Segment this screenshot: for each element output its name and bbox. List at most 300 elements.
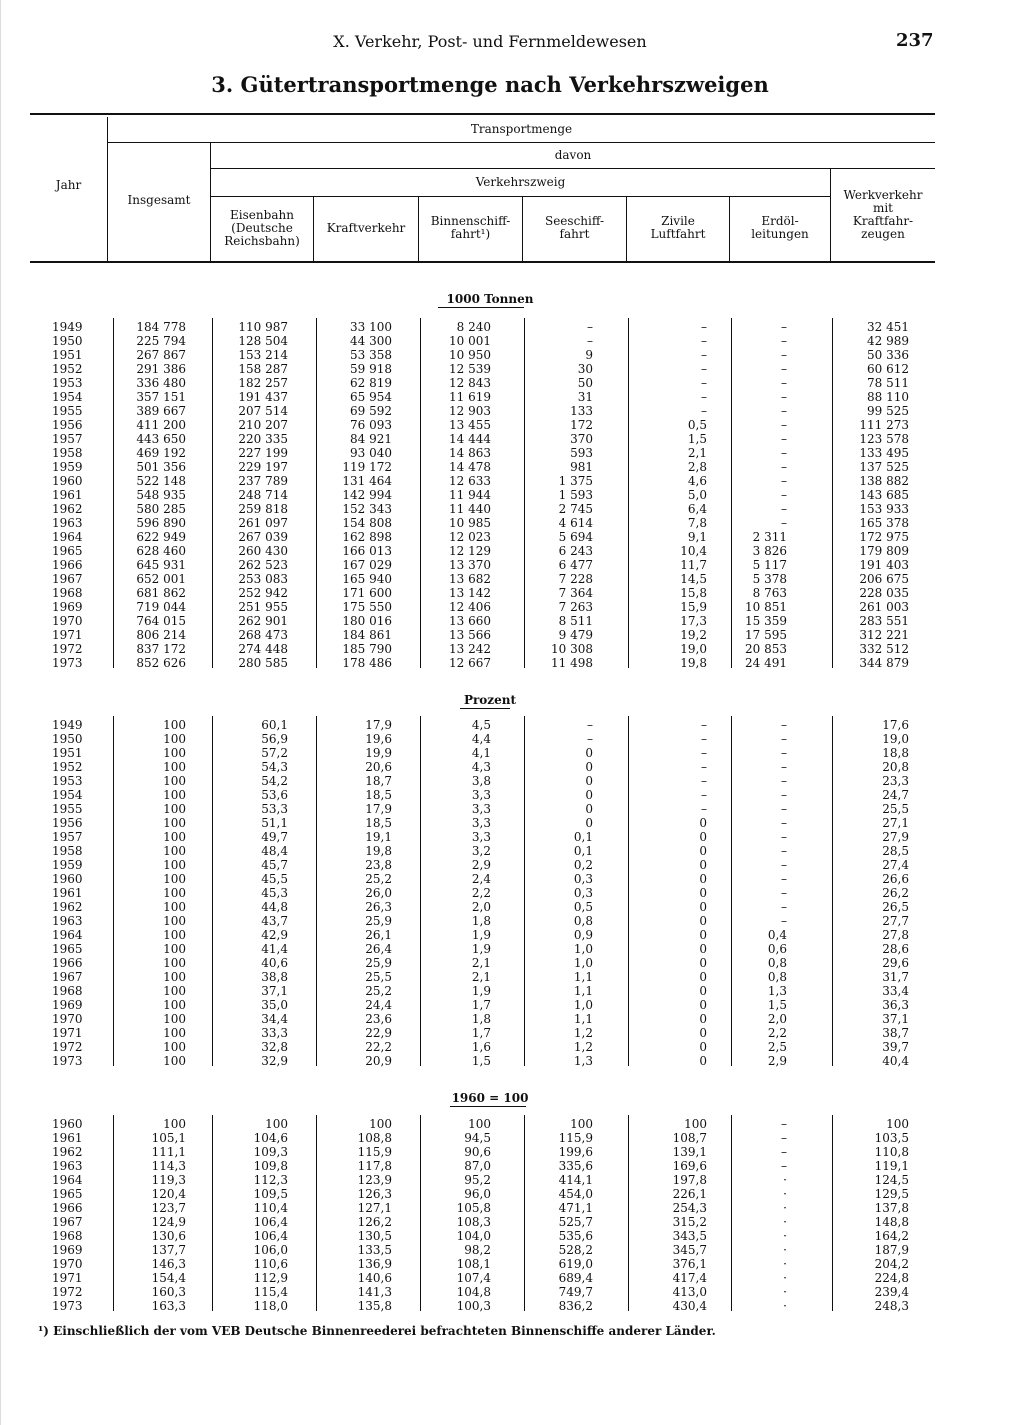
cell-kraftverkehr: 184 861 [342,628,392,642]
cell-kraftverkehr: 24,4 [365,998,392,1012]
cell-erdoelleitungen: 1,5 [767,998,787,1012]
table-row [0,404,1000,418]
cell-kraftverkehr: 22,9 [365,1026,392,1040]
cell-insgesamt: 100 [163,1040,186,1054]
cell-binnenschiffahrt: 100 [468,1117,491,1131]
cell-kraftverkehr: 18,7 [365,774,392,788]
cell-insgesamt: 764 015 [136,614,186,628]
cell-binnenschiffahrt: 105,8 [456,1201,491,1215]
table-row [0,1271,1000,1285]
cell-luftfahrt: – [701,320,707,334]
cell-luftfahrt: 4,6 [687,474,707,488]
cell-luftfahrt: 0 [699,984,707,998]
cell-erdoelleitungen: 2 311 [752,530,787,544]
cell-werkverkehr: 27,9 [882,830,909,844]
cell-erdoelleitungen: – [781,502,787,516]
cell-werkverkehr: 27,4 [882,858,909,872]
cell-eisenbahn: 45,3 [261,886,288,900]
table-row [0,956,1000,970]
cell-year: 1958 [52,446,83,460]
cell-binnenschiffahrt: 1,7 [471,1026,491,1040]
cell-insgesamt: 100 [163,760,186,774]
cell-year: 1960 [52,872,83,886]
cell-insgesamt: 548 935 [136,488,186,502]
cell-insgesamt: 105,1 [151,1131,186,1145]
cell-kraftverkehr: 17,9 [365,802,392,816]
cell-luftfahrt: 413,0 [672,1285,707,1299]
cell-kraftverkehr: 141,3 [357,1285,392,1299]
cell-eisenbahn: 32,9 [261,1054,288,1068]
cell-eisenbahn: 56,9 [261,732,288,746]
cell-werkverkehr: 123 578 [859,432,909,446]
cell-binnenschiffahrt: 1,8 [471,914,491,928]
cell-kraftverkehr: 26,1 [365,928,392,942]
table-row [0,446,1000,460]
cell-werkverkehr: 228 035 [859,586,909,600]
cell-luftfahrt: 430,4 [672,1299,707,1313]
table-row [0,544,1000,558]
cell-binnenschiffahrt: 104,8 [456,1285,491,1299]
cell-insgesamt: 100 [163,774,186,788]
cell-eisenbahn: 104,6 [253,1131,288,1145]
cell-binnenschiffahrt: 1,6 [471,1040,491,1054]
table-row [0,1243,1000,1257]
cell-year: 1965 [52,544,83,558]
cell-year: 1956 [52,816,83,830]
cell-werkverkehr: 344 879 [859,656,909,670]
cell-erdoelleitungen: – [781,732,787,746]
cell-erdoelleitungen: 0,8 [767,956,787,970]
table-row [0,984,1000,998]
cell-werkverkehr: 20,8 [882,760,909,774]
cell-erdoelleitungen: – [781,858,787,872]
cell-luftfahrt: 169,6 [672,1159,707,1173]
cell-werkverkehr: 60 612 [867,362,909,376]
cell-year: 1964 [52,530,83,544]
cell-binnenschiffahrt: 1,9 [471,984,491,998]
cell-kraftverkehr: 18,5 [365,788,392,802]
cell-eisenbahn: 191 437 [238,390,288,404]
cell-insgesamt: 100 [163,732,186,746]
cell-luftfahrt: 343,5 [672,1229,707,1243]
cell-binnenschiffahrt: 1,8 [471,1012,491,1026]
section-underline-tonnen [438,307,524,308]
cell-kraftverkehr: 185 790 [342,642,392,656]
cell-erdoelleitungen: – [781,1131,787,1145]
cell-erdoelleitungen: · [783,1285,787,1299]
cell-seeschiffahrt: 133 [570,404,593,418]
cell-seeschiffahrt: 0 [585,788,593,802]
cell-insgesamt: 100 [163,998,186,1012]
cell-kraftverkehr: 171 600 [342,586,392,600]
table-row [0,474,1000,488]
cell-seeschiffahrt: 0,5 [573,900,593,914]
cell-luftfahrt: – [701,718,707,732]
table-row [0,1054,1000,1068]
cell-werkverkehr: 26,2 [882,886,909,900]
cell-seeschiffahrt: 5 694 [558,530,593,544]
cell-seeschiffahrt: 30 [577,362,593,376]
cell-year: 1961 [52,886,83,900]
cell-seeschiffahrt: 414,1 [558,1173,593,1187]
table-row [0,1257,1000,1271]
cell-seeschiffahrt: 1 375 [558,474,593,488]
cell-kraftverkehr: 19,8 [365,844,392,858]
table-row [0,1201,1000,1215]
cell-luftfahrt: 0 [699,942,707,956]
table-row [0,614,1000,628]
cell-year: 1950 [52,732,83,746]
cell-kraftverkehr: 133,5 [357,1243,392,1257]
cell-luftfahrt: – [701,732,707,746]
col-header-seeschiffahrt: Seeschiff- fahrt [544,214,605,241]
cell-insgesamt: 443 650 [136,432,186,446]
cell-erdoelleitungen: 2,0 [767,1012,787,1026]
cell-kraftverkehr: 117,8 [357,1159,392,1173]
cell-binnenschiffahrt: 13 455 [449,418,491,432]
cell-eisenbahn: 252 942 [238,586,288,600]
cell-luftfahrt: 345,7 [672,1243,707,1257]
cell-eisenbahn: 109,3 [253,1145,288,1159]
cell-insgesamt: 100 [163,718,186,732]
cell-insgesamt: 119,3 [151,1173,186,1187]
cell-seeschiffahrt: 4 614 [558,516,593,530]
cell-luftfahrt: – [701,376,707,390]
cell-kraftverkehr: 180 016 [342,614,392,628]
cell-binnenschiffahrt: 12 667 [449,656,491,670]
cell-kraftverkehr: 25,9 [365,956,392,970]
cell-seeschiffahrt: 0,3 [573,872,593,886]
cell-seeschiffahrt: – [587,320,593,334]
cell-year: 1951 [52,746,83,760]
cell-binnenschiffahrt: 10 985 [449,516,491,530]
footnote: ¹) Einschließlich der vom VEB Deutsche Binnenreederei befrachteten Binnenschiffe anderer Länder. [38,1324,716,1338]
cell-erdoelleitungen: 24 491 [745,656,787,670]
cell-kraftverkehr: 17,9 [365,718,392,732]
cell-year: 1971 [52,1026,83,1040]
cell-erdoelleitungen: 10 851 [745,600,787,614]
cell-seeschiffahrt: – [587,334,593,348]
cell-eisenbahn: 43,7 [261,914,288,928]
cell-werkverkehr: 18,8 [882,746,909,760]
cell-luftfahrt: 0 [699,886,707,900]
table-row [0,732,1000,746]
cell-seeschiffahrt: 7 228 [558,572,593,586]
cell-kraftverkehr: 18,5 [365,816,392,830]
cell-year: 1972 [52,642,83,656]
cell-binnenschiffahrt: 14 478 [449,460,491,474]
cell-erdoelleitungen: – [781,390,787,404]
col-header-jahr: Jahr [55,177,82,192]
table-row [0,656,1000,670]
table-row [0,1159,1000,1173]
cell-binnenschiffahrt: 10 950 [449,348,491,362]
cell-werkverkehr: 129,5 [874,1187,909,1201]
cell-binnenschiffahrt: 13 566 [449,628,491,642]
table-row [0,488,1000,502]
cell-year: 1973 [52,1299,83,1313]
cell-insgesamt: 501 356 [136,460,186,474]
cell-binnenschiffahrt: 13 660 [449,614,491,628]
cell-eisenbahn: 128 504 [238,334,288,348]
table-row [0,642,1000,656]
cell-seeschiffahrt: 0,3 [573,886,593,900]
cell-seeschiffahrt: 0,1 [573,844,593,858]
cell-insgesamt: 100 [163,858,186,872]
cell-werkverkehr: 172 975 [859,530,909,544]
section-underline-prozent [460,708,510,709]
cell-insgesamt: 184 778 [136,320,186,334]
cell-year: 1969 [52,998,83,1012]
cell-luftfahrt: 17,3 [680,614,707,628]
cell-kraftverkehr: 22,2 [365,1040,392,1054]
cell-binnenschiffahrt: 13 142 [449,586,491,600]
table-row [0,376,1000,390]
cell-luftfahrt: 19,0 [680,642,707,656]
cell-year: 1953 [52,376,83,390]
cell-insgesamt: 100 [163,928,186,942]
cell-eisenbahn: 110,6 [253,1257,288,1271]
col-header-luftfahrt: Zivile Luftfahrt [650,214,706,241]
cell-seeschiffahrt: 115,9 [558,1131,593,1145]
cell-seeschiffahrt: 0,2 [573,858,593,872]
table-row [0,1117,1000,1131]
table-row [0,1187,1000,1201]
cell-eisenbahn: 115,4 [253,1285,288,1299]
cell-luftfahrt: – [701,774,707,788]
cell-eisenbahn: 248 714 [238,488,288,502]
cell-werkverkehr: 137,8 [874,1201,909,1215]
cell-seeschiffahrt: 619,0 [558,1257,593,1271]
col-header-kraftverkehr: Kraftverkehr [326,220,406,235]
cell-werkverkehr: 103,5 [874,1131,909,1145]
cell-werkverkehr: 110,8 [874,1145,909,1159]
col-header-werkverkehr: Werkverkehr mit Kraftfahr- zeugen [843,188,923,241]
table-row [0,502,1000,516]
cell-seeschiffahrt: 981 [570,460,593,474]
cell-insgesamt: 100 [163,830,186,844]
cell-kraftverkehr: 25,2 [365,984,392,998]
cell-seeschiffahrt: 1,0 [573,998,593,1012]
cell-erdoelleitungen: – [781,362,787,376]
cell-werkverkehr: 38,7 [882,1026,909,1040]
cell-luftfahrt: 376,1 [672,1257,707,1271]
cell-binnenschiffahrt: 11 619 [449,390,491,404]
cell-eisenbahn: 60,1 [261,718,288,732]
cell-seeschiffahrt: 0 [585,802,593,816]
cell-erdoelleitungen: – [781,1117,787,1131]
cell-luftfahrt: 0 [699,1026,707,1040]
cell-binnenschiffahrt: 3,2 [471,844,491,858]
cell-kraftverkehr: 26,4 [365,942,392,956]
table-row [0,886,1000,900]
table-row [0,746,1000,760]
cell-year: 1954 [52,788,83,802]
cell-erdoelleitungen: 17 595 [745,628,787,642]
cell-seeschiffahrt: 0,1 [573,830,593,844]
cell-werkverkehr: 23,3 [882,774,909,788]
table-row [0,586,1000,600]
cell-year: 1952 [52,760,83,774]
cell-werkverkehr: 143 685 [859,488,909,502]
cell-eisenbahn: 37,1 [261,984,288,998]
table-row [0,830,1000,844]
cell-werkverkehr: 206 675 [859,572,909,586]
cell-binnenschiffahrt: 1,5 [471,1054,491,1068]
cell-erdoelleitungen: – [781,900,787,914]
cell-kraftverkehr: 20,9 [365,1054,392,1068]
cell-year: 1968 [52,1229,83,1243]
cell-eisenbahn: 110 987 [238,320,288,334]
cell-binnenschiffahrt: 107,4 [456,1271,491,1285]
table-row [0,628,1000,642]
cell-binnenschiffahrt: 12 539 [449,362,491,376]
cell-eisenbahn: 48,4 [261,844,288,858]
cell-luftfahrt: 0 [699,1012,707,1026]
cell-seeschiffahrt: 1 593 [558,488,593,502]
cell-luftfahrt: 15,8 [680,586,707,600]
cell-erdoelleitungen: – [781,418,787,432]
cell-year: 1950 [52,334,83,348]
cell-werkverkehr: 28,5 [882,844,909,858]
cell-luftfahrt: 19,2 [680,628,707,642]
page-number: 237 [896,30,934,51]
cell-binnenschiffahrt: 4,5 [471,718,491,732]
cell-luftfahrt: 0 [699,844,707,858]
cell-seeschiffahrt: 2 745 [558,502,593,516]
cell-year: 1949 [52,320,83,334]
cell-werkverkehr: 148,8 [874,1215,909,1229]
cell-werkverkehr: 100 [886,1117,909,1131]
cell-kraftverkehr: 44 300 [350,334,392,348]
cell-eisenbahn: 253 083 [238,572,288,586]
cell-seeschiffahrt: 525,7 [558,1215,593,1229]
cell-kraftverkehr: 115,9 [357,1145,392,1159]
cell-erdoelleitungen: 5 117 [752,558,787,572]
cell-werkverkehr: 17,6 [882,718,909,732]
cell-year: 1967 [52,572,83,586]
cell-kraftverkehr: 126,2 [357,1215,392,1229]
table-row [0,816,1000,830]
cell-luftfahrt: 5,0 [687,488,707,502]
cell-year: 1952 [52,362,83,376]
table-row [0,460,1000,474]
cell-werkverkehr: 133 495 [859,446,909,460]
cell-werkverkehr: 32 451 [867,320,909,334]
cell-erdoelleitungen: 0,8 [767,970,787,984]
cell-seeschiffahrt: 370 [570,432,593,446]
cell-eisenbahn: 227 199 [238,446,288,460]
cell-werkverkehr: 165 378 [859,516,909,530]
cell-eisenbahn: 267 039 [238,530,288,544]
cell-binnenschiffahrt: 108,1 [456,1257,491,1271]
cell-erdoelleitungen: – [781,830,787,844]
cell-insgesamt: 681 862 [136,586,186,600]
cell-year: 1956 [52,418,83,432]
cell-insgesamt: 100 [163,1117,186,1131]
cell-kraftverkehr: 93 040 [350,446,392,460]
cell-werkverkehr: 99 525 [867,404,909,418]
cell-kraftverkehr: 19,6 [365,732,392,746]
cell-insgesamt: 100 [163,844,186,858]
cell-werkverkehr: 204,2 [874,1257,909,1271]
cell-insgesamt: 100 [163,886,186,900]
cell-erdoelleitungen: – [781,1145,787,1159]
cell-year: 1957 [52,830,83,844]
cell-seeschiffahrt: 471,1 [558,1201,593,1215]
cell-insgesamt: 622 949 [136,530,186,544]
cell-luftfahrt: – [701,348,707,362]
cell-eisenbahn: 259 818 [238,502,288,516]
cell-insgesamt: 389 667 [136,404,186,418]
cell-luftfahrt: – [701,334,707,348]
table-row [0,320,1000,334]
cell-insgesamt: 120,4 [151,1187,186,1201]
cell-seeschiffahrt: 7 364 [558,586,593,600]
cell-erdoelleitungen: – [781,516,787,530]
cell-luftfahrt: 0,5 [687,418,707,432]
cell-luftfahrt: 19,8 [680,656,707,670]
cell-binnenschiffahrt: 98,2 [464,1243,491,1257]
table-row [0,516,1000,530]
cell-seeschiffahrt: 836,2 [558,1299,593,1313]
cell-year: 1969 [52,1243,83,1257]
table-row [0,1215,1000,1229]
col-header-binnenschiffahrt: Binnenschiff- fahrt¹) [430,214,511,241]
cell-kraftverkehr: 178 486 [342,656,392,670]
cell-seeschiffahrt: 749,7 [558,1285,593,1299]
cell-kraftverkehr: 165 940 [342,572,392,586]
cell-year: 1972 [52,1285,83,1299]
cell-eisenbahn: 54,2 [261,774,288,788]
cell-year: 1972 [52,1040,83,1054]
cell-seeschiffahrt: 199,6 [558,1145,593,1159]
cell-insgesamt: 645 931 [136,558,186,572]
cell-luftfahrt: – [701,788,707,802]
cell-insgesamt: 100 [163,802,186,816]
cell-year: 1968 [52,586,83,600]
cell-year: 1963 [52,516,83,530]
cell-binnenschiffahrt: 87,0 [464,1159,491,1173]
col-header-eisenbahn: Eisenbahn (Deutsche Reichsbahn) [224,207,300,248]
cell-binnenschiffahrt: 12 843 [449,376,491,390]
cell-erdoelleitungen: – [781,816,787,830]
cell-erdoelleitungen: 2,5 [767,1040,787,1054]
cell-kraftverkehr: 119 172 [342,460,392,474]
cell-luftfahrt: 0 [699,970,707,984]
cell-binnenschiffahrt: 2,1 [471,956,491,970]
cell-eisenbahn: 112,3 [253,1173,288,1187]
cell-eisenbahn: 229 197 [238,460,288,474]
cell-eisenbahn: 100 [265,1117,288,1131]
cell-luftfahrt: 7,8 [687,516,707,530]
cell-eisenbahn: 40,6 [261,956,288,970]
cell-erdoelleitungen: – [781,844,787,858]
cell-luftfahrt: 9,1 [687,530,707,544]
cell-erdoelleitungen: – [781,320,787,334]
cell-erdoelleitungen: 0,4 [767,928,787,942]
cell-year: 1959 [52,460,83,474]
cell-kraftverkehr: 84 921 [350,432,392,446]
cell-insgesamt: 100 [163,984,186,998]
cell-kraftverkehr: 166 013 [342,544,392,558]
cell-kraftverkehr: 69 592 [350,404,392,418]
cell-insgesamt: 100 [163,956,186,970]
cell-eisenbahn: 45,5 [261,872,288,886]
cell-year: 1961 [52,1131,83,1145]
cell-year: 1958 [52,844,83,858]
cell-year: 1968 [52,984,83,998]
